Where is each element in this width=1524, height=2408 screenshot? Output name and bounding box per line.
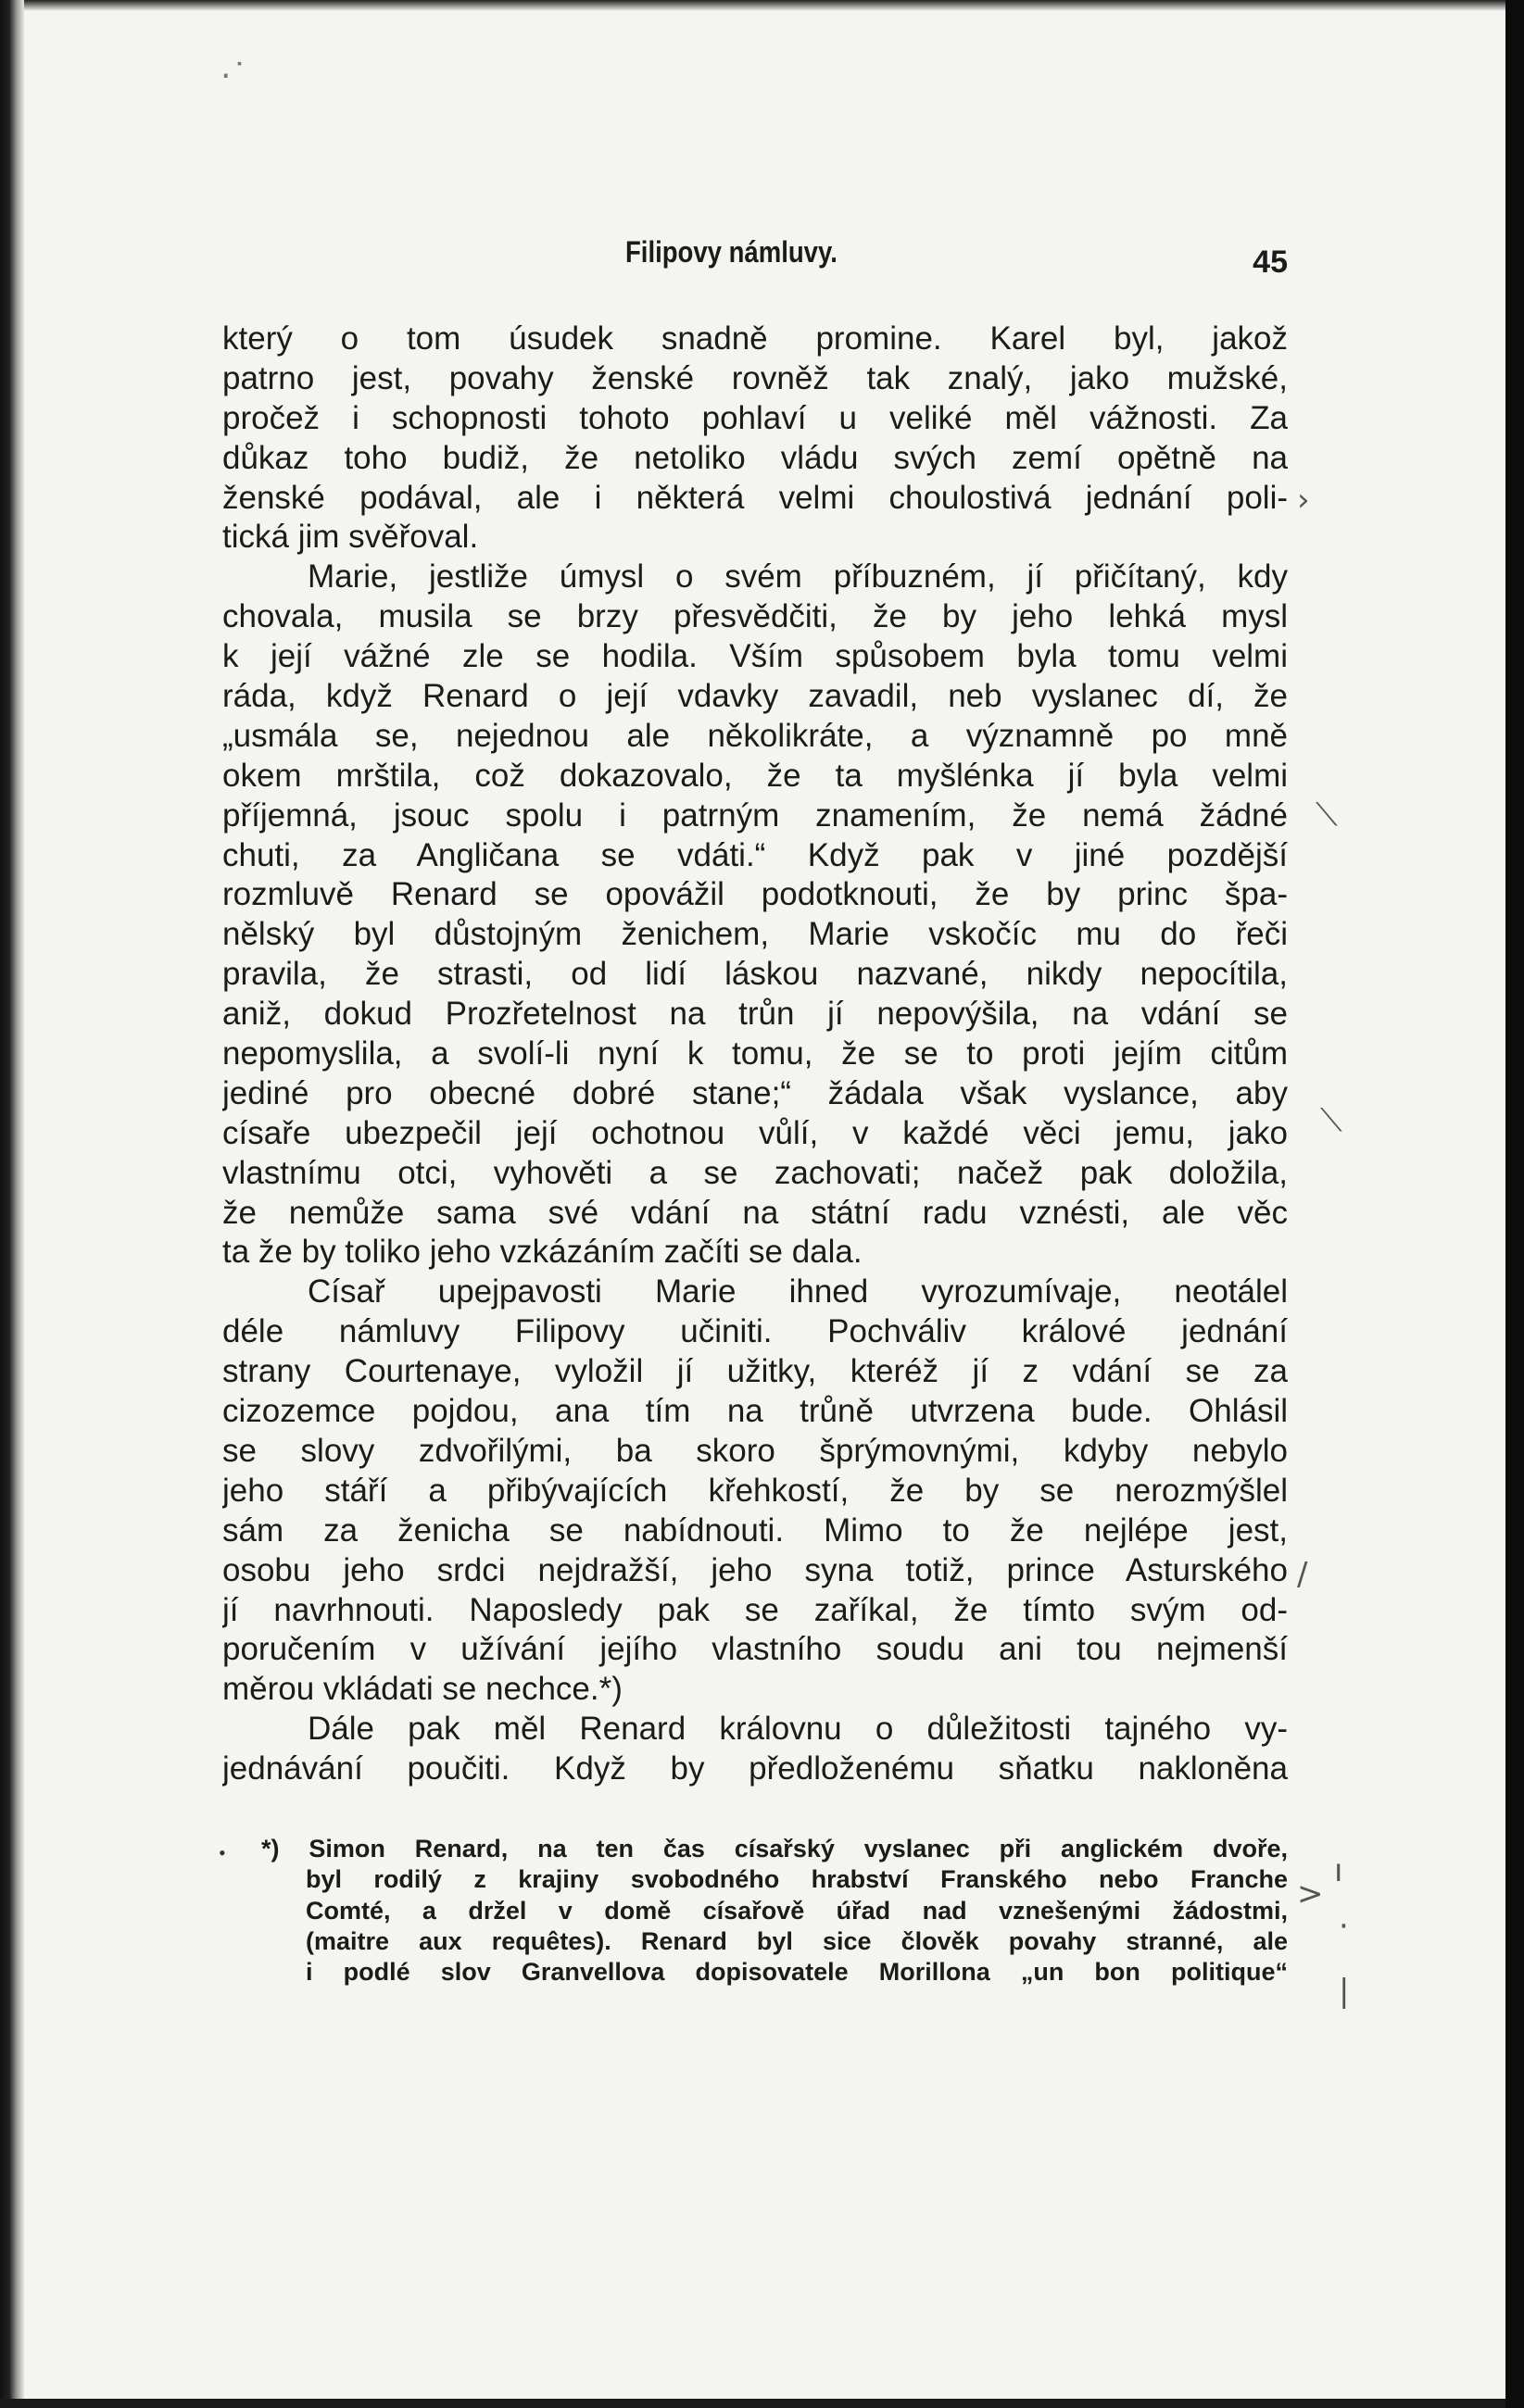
text-line: měrou vkládati se nechce.*) [222, 1671, 623, 1708]
footnote-line: (maitre aux requêtes). Renard byl sice člověk povahy stranné, ale [306, 1926, 1288, 1955]
text-line: důkaz toho budiž, že netoliko vládu svých zemí opětně na [222, 439, 1288, 476]
text-line: Dále pak měl Renard královnu o důležitosti tajného vy- [308, 1711, 1288, 1748]
margin-pencil-mark: > [1297, 1875, 1324, 1913]
running-title: Filipovy námluvy. [625, 235, 838, 269]
margin-pencil-mark: | [1339, 1973, 1350, 2010]
footnote-line: Comté, a držel v domě císařově úřad nad vznešenými žádostmi, [306, 1896, 1288, 1925]
text-line: déle námluvy Filipovy učiniti. Pochváliv králové jednání [222, 1313, 1288, 1350]
footnotes [222, 1834, 1288, 1988]
text-line: že nemůže sama své vdání na státní radu vznésti, ale věc [222, 1194, 1288, 1231]
text-line: ta že by toliko jeho vzkázáním začíti se dala. [222, 1234, 863, 1271]
page-top-edge [0, 0, 1505, 11]
text-line: nělský byl důstojným ženichem, Marie vskočíc mu do řeči [222, 916, 1288, 953]
text-line: jí navrhnouti. Naposledy pak se zaříkal, že tímto svým od- [222, 1591, 1288, 1628]
text-line: poručením v užívání jejího vlastního soudu ani tou nejmenší [222, 1631, 1288, 1668]
text-line: sám za ženicha se nabídnouti. Mimo to že nejlépe jest, [222, 1511, 1288, 1549]
page-speck-marks: ·˙ [220, 57, 248, 95]
text-line: rozmluvě Renard se opovážil podotknouti, že by princ špa- [222, 876, 1288, 913]
text-line: tická jim svěřoval. [222, 519, 479, 556]
margin-pencil-mark: ⟍ [1316, 796, 1338, 834]
footnote-line: *) Simon Renard, na ten čas císařský vyslanec při anglickém dvoře, [261, 1835, 1288, 1862]
text-line: aniž, dokud Prozřetelnost na trůn jí nepovýšila, na vdání se [222, 996, 1288, 1033]
margin-pencil-mark: › [1297, 482, 1310, 519]
text-line: vlastnímu otci, vyhověti a se zachovati; načež pak doložila, [222, 1154, 1288, 1191]
text-line: jediné pro obecné dobré stane;“ žádala však vyslance, aby [222, 1074, 1288, 1111]
text-line: pročež i schopnosti tohoto pohlaví u veliké měl vážnosti. Za [222, 399, 1288, 436]
page-header [222, 232, 1288, 287]
margin-pencil-mark: ı [1334, 1852, 1343, 1889]
text-line: chuti, za Angličana se vdáti.“ Když pak v jiné pozdější [222, 836, 1288, 873]
text-line: se slovy zdvořilými, ba skoro šprýmovnými, kdyby nebylo [222, 1432, 1288, 1469]
text-line: Císař upejpavosti Marie ihned vyrozumívaje, neotálel [308, 1273, 1288, 1311]
text-line: jeho stáří a přibývajících křehkostí, že by se nerozmýšlel [222, 1472, 1288, 1509]
text-line: osobu jeho srdci nejdražší, jeho syna totiž, prince Asturského [222, 1551, 1288, 1588]
text-line: strany Courtenaye, vyložil jí užitky, kteréž jí z vdání se za [222, 1353, 1288, 1390]
text-line: příjemná, jsouc spolu i patrným znamením, že nemá žádné [222, 796, 1288, 834]
text-line: jednávání poučiti. Když by předloženému sňatku nakloněna [222, 1750, 1288, 1787]
margin-pencil-mark: · [1339, 1908, 1349, 1945]
footnote-bullet-mark: • [219, 1841, 226, 1864]
footnote-line: byl rodilý z krajiny svobodného hrabství Franského nebo Franche [306, 1865, 1288, 1894]
footnote-line: i podlé slov Granvellova dopisovatele Morillona „un bon politique“ [306, 1958, 1288, 1987]
body-text [222, 320, 1288, 1789]
text-line: ráda, když Renard o její vdavky zavadil, neb vyslanec dí, že [222, 678, 1288, 715]
text-line: ženské podával, ale i některá velmi choulostivá jednání poli- [222, 479, 1288, 516]
text-line: k její vážné zle se hodila. Vším spůsobem byla tomu velmi [222, 638, 1288, 675]
page-number: 45 [1253, 245, 1288, 280]
scan-dark-border [1505, 0, 1524, 2408]
text-line: cizozemce pojdou, ana tím na trůně utvrzena bude. Ohlásil [222, 1393, 1288, 1430]
margin-pencil-mark: ⟍ [1320, 1102, 1342, 1139]
text-line: okem mrštila, což dokazovalo, že ta myšlénka jí byla velmi [222, 757, 1288, 794]
margin-pencil-mark: / [1297, 1556, 1308, 1593]
text-line: patrno jest, povahy ženské rovněž tak znalý, jako mužské, [222, 359, 1288, 396]
text-line: Marie, jestliže úmysl o svém příbuzném, jí přičítaný, kdy [308, 558, 1288, 596]
text-line: který o tom úsudek snadně promine. Karel byl, jakož [222, 320, 1288, 357]
text-line: nepomyslila, a svolí-li nyní k tomu, že se to proti jejím citům [222, 1035, 1288, 1072]
text-line: „usmála se, nejednou ale několikráte, a významně po mně [222, 717, 1288, 754]
text-line: chovala, musila se brzy přesvědčiti, že by jeho lehká mysl [222, 598, 1288, 635]
text-line: pravila, že strasti, od lidí láskou nazvané, nikdy nepocítila, [222, 956, 1288, 993]
text-line: císaře ubezpečil její ochotnou vůlí, v každé věci jemu, jako [222, 1114, 1288, 1151]
page-binding-edge [0, 0, 24, 2399]
